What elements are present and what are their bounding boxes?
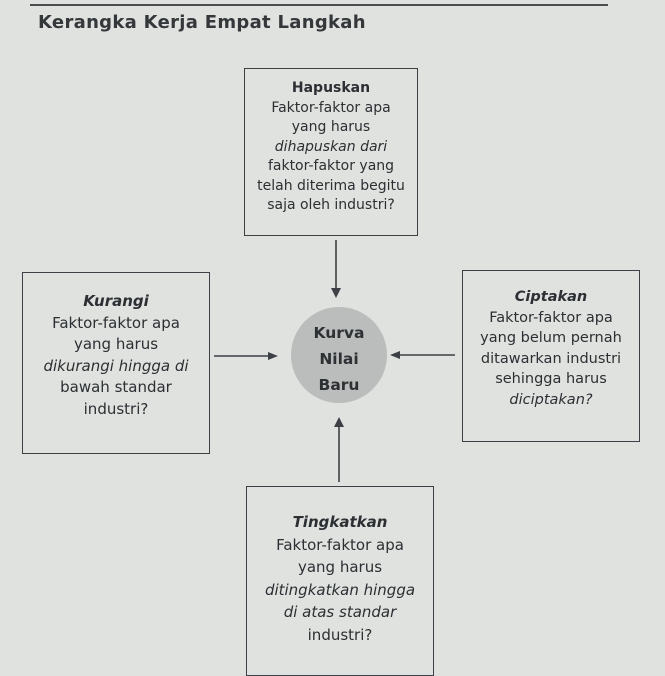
- box-create-line-4: sehingga harus: [495, 371, 607, 387]
- box-reduce-line-3: dikurangi hingga di: [43, 356, 189, 375]
- box-create-line-1: Faktor-faktor apa: [489, 309, 613, 326]
- box-eliminate-line-1: Faktor-faktor apa: [271, 99, 391, 116]
- center-line-1: Kurva: [313, 324, 365, 342]
- box-raise-line-4: di atas standar: [283, 603, 397, 621]
- box-eliminate-line-5: telah diterima begitu: [257, 177, 405, 194]
- box-raise-line-2: yang harus: [297, 558, 383, 576]
- box-create-line-3: ditawarkan industri: [480, 350, 622, 367]
- box-reduce-line-5: industri?: [83, 399, 149, 418]
- center-line-2: Nilai: [319, 350, 359, 368]
- box-reduce-heading: Kurangi: [83, 292, 149, 310]
- box-raise-line-5: industri?: [307, 625, 373, 644]
- box-eliminate-line-3: dihapuskan dari: [274, 138, 388, 155]
- box-reduce-line-2: yang harus: [73, 335, 159, 353]
- box-raise-heading: Tingkatkan: [292, 513, 388, 531]
- arrowhead-right: [268, 352, 278, 360]
- arrowhead-up: [334, 417, 344, 427]
- box-raise-line-3: ditingkatkan hingga: [264, 580, 416, 599]
- box-eliminate-line-4: faktor-faktor yang: [267, 158, 395, 174]
- box-eliminate-line-2: yang harus: [291, 119, 371, 135]
- diagram-title: Kerangka Kerja Empat Langkah: [38, 12, 366, 33]
- box-reduce-line-4: bawah standar: [60, 378, 172, 396]
- box-reduce-line-1: Faktor-faktor apa: [52, 313, 180, 332]
- box-create-line-2: yang belum pernah: [480, 330, 622, 346]
- box-raise-line-1: Faktor-faktor apa: [276, 535, 404, 554]
- center-line-3: Baru: [318, 376, 360, 394]
- arrowhead-down: [331, 288, 341, 298]
- box-eliminate-line-6: saja oleh industri?: [267, 197, 395, 213]
- box-eliminate-heading: Hapuskan: [291, 80, 371, 96]
- box-create-line-5: diciptakan?: [509, 391, 593, 408]
- arrowhead-left: [390, 351, 400, 359]
- box-create-heading: Ciptakan: [514, 289, 588, 305]
